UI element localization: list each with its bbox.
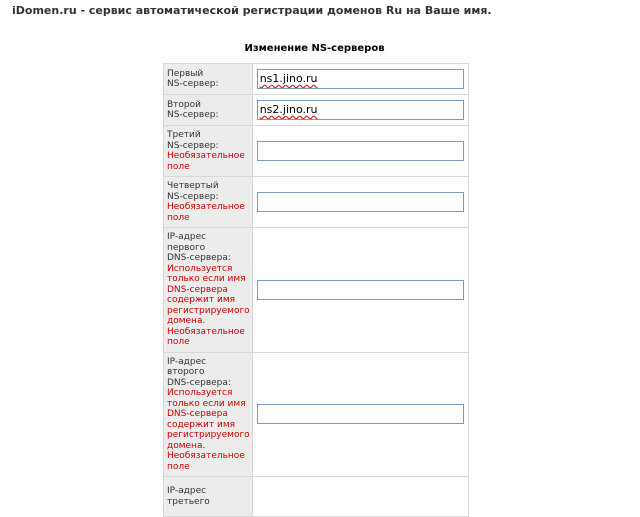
hint-note: Необязательное (167, 451, 245, 461)
form-row-dns-ip2 (164, 352, 469, 477)
field-label: NS-сервер: (167, 140, 219, 151)
label-cell (164, 177, 253, 228)
form-row-dns-ip3 (164, 477, 469, 517)
input-cell (252, 95, 468, 126)
form-title: Изменение NS-серверов (244, 43, 385, 54)
field-label: Третий (167, 130, 201, 140)
field-label: DNS-сервера: (167, 253, 231, 263)
field-label: Четвертый (167, 181, 219, 191)
hint-note: поле (167, 337, 190, 347)
dns2-ip-input[interactable] (257, 404, 464, 424)
hint-note: только если имя (167, 274, 246, 284)
form-row-ns3 (164, 126, 469, 177)
hint-note: регистрируемого (167, 305, 250, 316)
field-label: IP-адрес (167, 356, 207, 367)
hint-note: домена. (167, 440, 206, 451)
hint-note: содержит имя (167, 295, 236, 305)
ns2-value: ns2.jino.ru (259, 103, 318, 116)
optional-note: Необязательное (167, 151, 245, 161)
ns4-input[interactable] (257, 192, 464, 212)
form-row-dns-ip1 (164, 228, 469, 353)
label-cell (164, 477, 253, 517)
ns1-value: ns1.jino.ru (259, 72, 318, 85)
input-cell (252, 352, 468, 477)
field-label: второго (167, 367, 205, 377)
dns1-ip-input[interactable] (257, 280, 464, 300)
field-label: DNS-сервера: (167, 377, 231, 388)
hint-note: DNS-сервера (167, 284, 228, 295)
optional-note: Необязательное (167, 202, 245, 212)
label-cell (164, 126, 253, 177)
form-row-ns1 (164, 64, 469, 95)
field-label: IP-адрес (167, 486, 207, 496)
field-label: NS-сервер: (167, 191, 219, 202)
input-cell (252, 126, 468, 177)
field-label: третьего (167, 496, 210, 507)
form-row-ns2 (164, 95, 469, 126)
ns3-input[interactable] (257, 141, 464, 161)
site-header: iDomen.ru - сервис автоматической регистрации доменов Ru на Ваше имя. (12, 4, 492, 17)
hint-note: только если имя (167, 398, 246, 409)
field-label: NS-сервер: (167, 110, 219, 120)
label-cell (164, 64, 253, 95)
input-cell (252, 64, 468, 95)
field-label: Первый (167, 68, 204, 79)
hint-note: Используется (167, 263, 233, 274)
label-cell (164, 352, 253, 477)
optional-note: поле (167, 212, 190, 223)
input-cell (252, 177, 468, 228)
optional-note: поле (167, 161, 190, 172)
hint-note: поле (167, 461, 190, 472)
hint-note: регистрируемого (167, 430, 250, 440)
ns2-input[interactable] (257, 100, 464, 120)
ns1-input[interactable] (257, 69, 464, 89)
hint-note: Необязательное (167, 326, 245, 337)
field-label: Второй (167, 99, 201, 110)
form-rows (164, 64, 469, 517)
label-cell (164, 95, 253, 126)
field-label: первого (167, 242, 206, 253)
hint-note: DNS-сервера (167, 409, 228, 419)
hint-note: Используется (167, 388, 233, 398)
field-label: NS-сервер: (167, 79, 219, 89)
label-cell (164, 228, 253, 353)
input-cell (252, 228, 468, 353)
field-label: IP-адрес (167, 232, 207, 242)
hint-note: домена. (167, 316, 206, 326)
form-row-ns4 (164, 177, 469, 228)
hint-note: содержит имя (167, 419, 236, 430)
input-cell (252, 477, 468, 517)
ns-servers-form (163, 63, 469, 517)
